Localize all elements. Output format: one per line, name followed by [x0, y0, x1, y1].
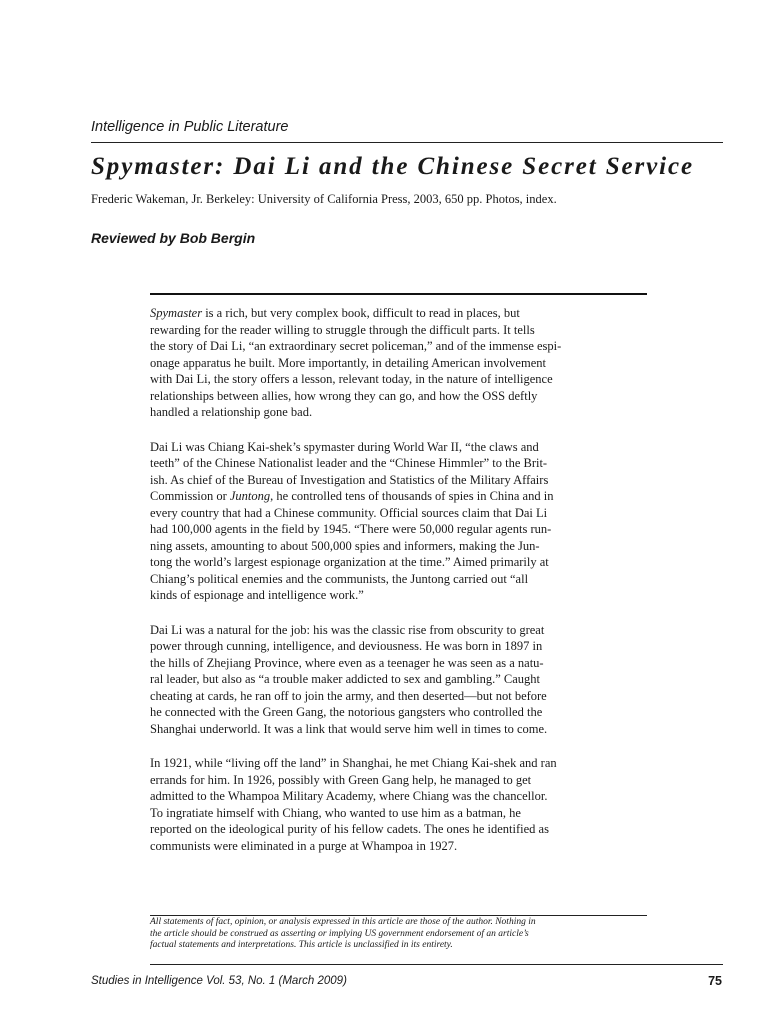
body-line: communists were eliminated in a purge at Whampoa in 1927.	[150, 838, 458, 853]
term-emphasis: Juntong	[229, 489, 271, 503]
book-citation: Frederic Wakeman, Jr. Berkeley: University of California Press, 2003, 650 pp. Photos, index.	[91, 192, 557, 206]
journal-citation: Studies in Intelligence Vol. 53, No. 1 (March 2009)	[91, 975, 347, 987]
body-text: is a rich, but very complex book, difficult to read in places, but	[202, 306, 520, 320]
body-line: Shanghai underworld. It was a link that would serve him well in times to come.	[150, 721, 548, 736]
body-line: kinds of espionage and intelligence work.”	[150, 588, 364, 602]
article-title: Spymaster: Dai Li and the Chinese Secret Service	[91, 153, 694, 180]
body-line: teeth” of the Chinese Nationalist leader and the “Chinese Himmler” to the Brit-	[150, 456, 548, 470]
disclaimer-footnote	[150, 917, 650, 952]
body-line	[150, 305, 650, 322]
paragraph-4	[150, 755, 650, 854]
body-line: the story of Dai Li, “an extraordinary secret policeman,” and of the immense espi-	[150, 339, 562, 353]
body-line: had 100,000 agents in the field by 1945. “There were 50,000 regular agents run-	[150, 522, 552, 536]
paragraph-1	[150, 305, 650, 421]
body-line: every country that had a Chinese community. Official sources claim that Dai Li	[150, 505, 548, 520]
header-rule	[91, 142, 723, 143]
body-line: with Dai Li, the story offers a lesson, relevant today, in the nature of intelligence	[150, 372, 553, 386]
body-line: admitted to the Whampoa Military Academy, where Chiang was the chancellor.	[150, 789, 548, 803]
body-line	[150, 488, 650, 505]
page-number: 75	[708, 974, 722, 988]
book-title-emphasis: Spymaster	[150, 306, 203, 320]
footnote-line: All statements of fact, opinion, or analysis expressed in this article are those of the author. Nothing in	[150, 917, 536, 927]
body-line: Chiang’s political enemies and the communists, the Juntong carried out “all	[150, 571, 529, 586]
footnote-rule	[150, 915, 647, 916]
body-line: To ingratiate himself with Chiang, who wanted to use him as a batman, he	[150, 805, 521, 820]
footnote-line: the article should be construed as asserting or implying US government endorsement of an article’s	[150, 928, 529, 939]
body-line: ral leader, but also as “a trouble maker addicted to sex and gambling.” Caught	[150, 672, 540, 686]
section-label: Intelligence in Public Literature	[91, 119, 289, 135]
body-line: onage apparatus he built. More importantly, in detailing American involvement	[150, 355, 546, 370]
body-line: Dai Li was Chiang Kai-shek’s spymaster during World War II, “the claws and	[150, 439, 539, 454]
body-line: Dai Li was a natural for the job: his was the classic rise from obscurity to great	[150, 622, 545, 637]
body-line: In 1921, while “living off the land” in Shanghai, he met Chiang Kai-shek and ran	[150, 756, 557, 770]
body-text: Commission or	[150, 489, 230, 503]
body-line: reported on the ideological purity of his fellow cadets. The ones he identified as	[150, 822, 549, 836]
body-line: ish. As chief of the Bureau of Investigation and Statistics of the Military Affairs	[150, 472, 549, 487]
body-text: , he controlled tens of thousands of spies in China and in	[270, 489, 554, 503]
footer-rule	[150, 964, 723, 965]
body-line: ning assets, amounting to about 500,000 spies and informers, making the Jun-	[150, 538, 540, 553]
body-line: power through cunning, intelligence, and deviousness. He was born in 1897 in	[150, 639, 543, 653]
body-line: rewarding for the reader willing to struggle through the difficult parts. It tells	[150, 322, 535, 337]
paragraph-3	[150, 622, 650, 738]
body-line: cheating at cards, he ran off to join the army, and then deserted—but not before	[150, 688, 547, 703]
body-top-rule	[150, 293, 647, 295]
body-line: the hills of Zhejiang Province, where even as a teenager he was seen as a natu-	[150, 655, 544, 670]
paragraph-2	[150, 439, 650, 604]
body-line: handled a relationship gone bad.	[150, 405, 313, 419]
body-line: errands for him. In 1926, possibly with Green Gang help, he managed to get	[150, 772, 532, 787]
reviewer-byline: Reviewed by Bob Bergin	[91, 230, 256, 246]
body-line: tong the world’s largest espionage organization at the time.” Aimed primarily at	[150, 555, 549, 569]
article-body	[150, 305, 650, 872]
body-line: relationships between allies, how wrong they can go, and how the OSS deftly	[150, 388, 538, 403]
footnote-line: factual statements and interpretations. This article is unclassified in its entirety.	[150, 940, 453, 950]
body-line: he connected with the Green Gang, the notorious gangsters who controlled the	[150, 705, 543, 719]
